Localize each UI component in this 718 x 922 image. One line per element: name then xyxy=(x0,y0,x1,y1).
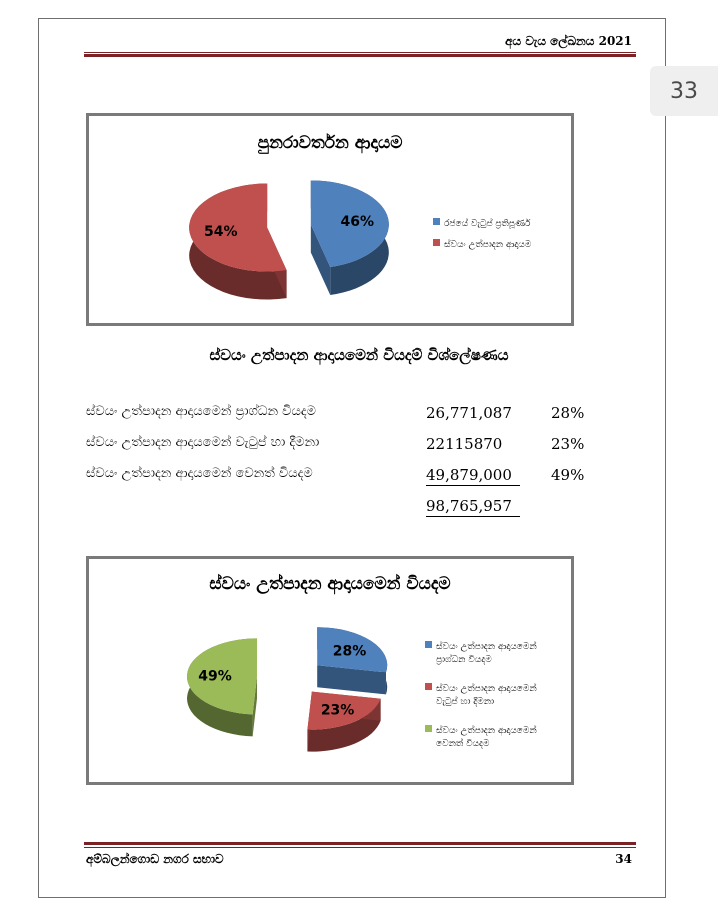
legend-entry: ස්වයං උත්පාදන ආදායමෙන් xyxy=(436,642,537,652)
header-rule-thick xyxy=(84,54,636,57)
budget-row-label: ස්වයං උත්පාදන ආදායමෙන් වැටුප් හා දීමනා xyxy=(86,435,320,450)
legend-swatch xyxy=(425,641,432,648)
legend-entry: රජයේ වැටුප් ප්‍රතිපූර්ණ xyxy=(444,219,531,229)
legend-entry: ප්‍රාග්ධන වියදම xyxy=(436,655,492,665)
footer-rule-thick xyxy=(84,842,636,845)
pie-slice-label: 28% xyxy=(332,643,367,660)
section-heading: ස්වයං උත්පාදන ආදායමෙන් වියදම් විශ්ලේෂණය xyxy=(209,346,509,364)
legend-swatch xyxy=(425,683,432,690)
footer-page-number: 34 xyxy=(615,852,632,866)
pie-slice-label: 23% xyxy=(320,702,355,719)
pie-slice-label: 49% xyxy=(198,668,232,685)
legend-entry: වැටුප් හා දීමනා xyxy=(436,697,495,707)
header-title: අය වැය ලේඛනය 2021 xyxy=(505,34,632,48)
budget-row-percent: 23% xyxy=(551,435,585,453)
chart-recurrent-income xyxy=(86,113,574,326)
chart-own-income-expenditure-svg xyxy=(89,559,571,782)
budget-total: 98,765,957 xyxy=(426,497,520,517)
legend-entry: ස්වයං උත්පාදන ආදායමෙන් xyxy=(436,684,537,694)
chart-own-income-expenditure xyxy=(86,556,574,785)
budget-row-amount: 49,879,000 xyxy=(426,466,520,486)
footer-rule-thin xyxy=(84,847,636,848)
chart-recurrent-income-svg xyxy=(89,116,571,323)
legend-swatch xyxy=(425,725,432,732)
budget-row-amount: 26,771,087 xyxy=(426,404,512,422)
chart2-title: ස්වයං උත්පාදන ආදායමෙන් වියදම xyxy=(209,574,451,594)
chart1-title: පුනරාවර්තන ආදායම xyxy=(257,133,403,153)
budget-row-amount: 22115870 xyxy=(426,435,503,453)
budget-row-label: ස්වයං උත්පාදන ආදායමෙන් වෙනත් වියදම xyxy=(86,466,313,481)
legend-swatch xyxy=(433,218,440,225)
header-rule-thin xyxy=(84,52,636,53)
budget-row-percent: 49% xyxy=(551,466,585,484)
legend-entry: වෙනත් වියදම xyxy=(436,739,490,749)
budget-row-percent: 28% xyxy=(551,404,585,422)
legend-swatch xyxy=(433,239,440,246)
legend-entry: ස්වයං උත්පාදන ආදායමෙන් xyxy=(436,726,537,736)
legend-entry: ස්වයං උත්පාදන ආදායම xyxy=(444,240,532,250)
pie-slice-label: 46% xyxy=(340,214,375,231)
page-number-badge[interactable]: 33 xyxy=(650,66,718,116)
pie-slice-label: 54% xyxy=(203,223,238,240)
budget-row-label: ස්වයං උත්පාදන ආදායමෙන් ප්‍රාග්ධන වියදම xyxy=(86,404,316,419)
footer-council-name: අම්බලන්ගොඩ නගර සභාව xyxy=(86,852,224,866)
